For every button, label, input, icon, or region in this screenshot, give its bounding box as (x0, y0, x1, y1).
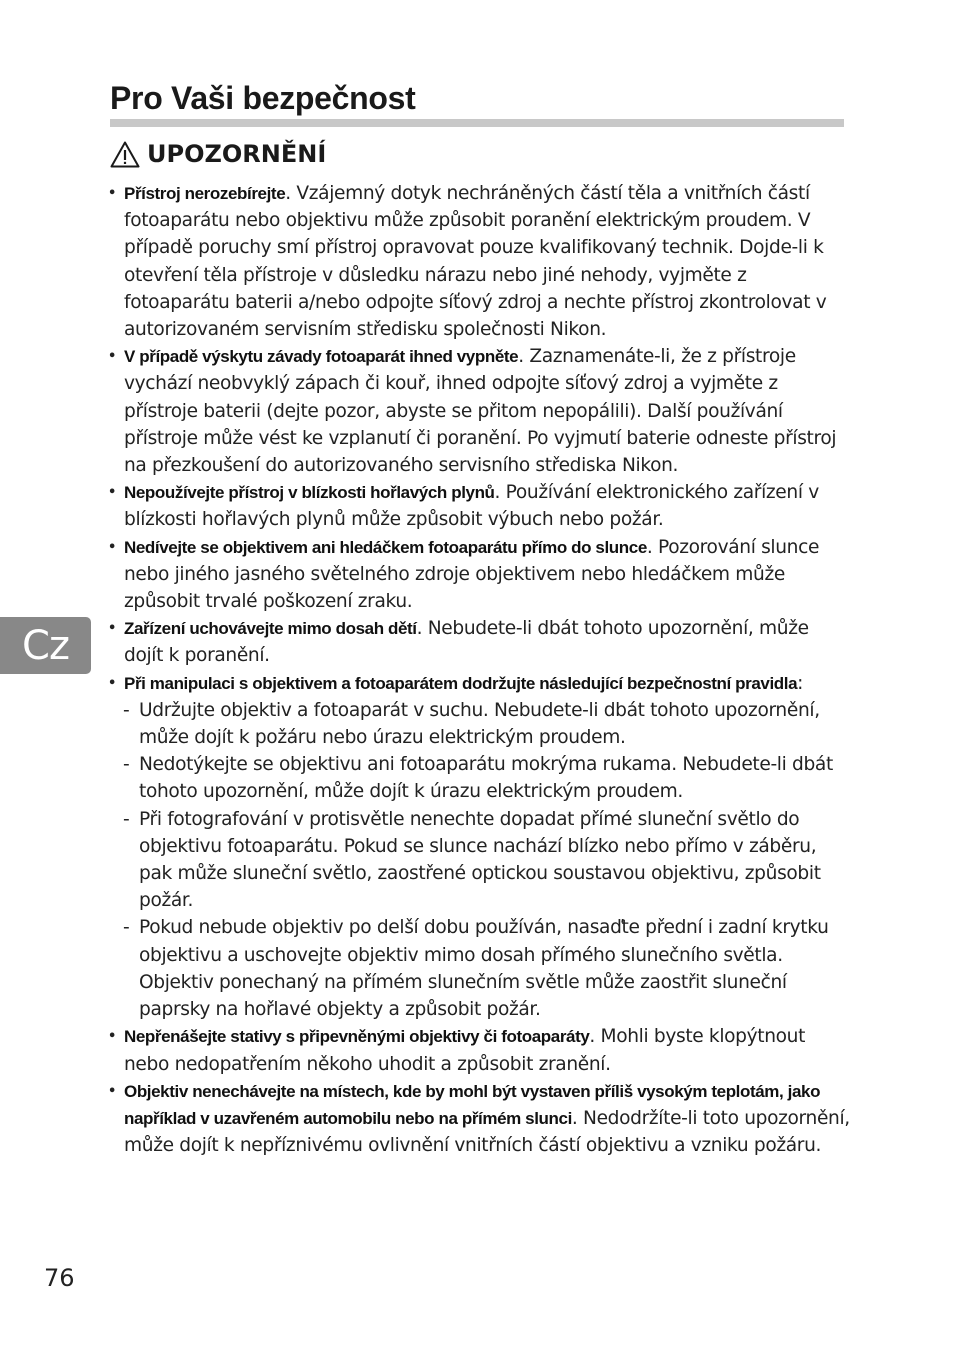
dash: - (123, 808, 130, 830)
sub-item-text: Při fotografování v protisvětle nenechte dopadat přímé sluneční světlo do objektivu fotoaparátu. Pokud se slunce nachází blízko nebo přímo v záběru, pak může sluneční světlo, zaostřené optickou soustavou objektivu, způsobit požár. (139, 808, 821, 912)
bullet: • (108, 349, 116, 365)
sub-list-item (110, 751, 850, 805)
dash: - (123, 754, 130, 776)
bullet: • (108, 675, 116, 691)
list-item (110, 670, 850, 697)
item-bold: Objektiv nenechávejte na místech, kde by mohl být vystaven příliš vysokým teplotám, jako například v uzavřeném automobilu nebo na přímém slunci (124, 1081, 821, 1128)
sub-item-text: Pokud nebude objektiv po delší dobu používán, nasaďte přední i zadní krytku objektivu a uschovejte objektiv mimo dosah přímého slunečního světla. Objektiv ponechaný na přímém slunečním světle může zaostřit sluneční paprsky na hořlavé objekty a způsobit požár. (139, 917, 829, 1021)
item-text: : (797, 672, 804, 694)
bullet: • (108, 539, 116, 555)
language-tab: Cz (0, 617, 91, 674)
item-bold: Nedívejte se objektivem ani hledáčkem fotoaparátu přímo do slunce (124, 537, 647, 557)
warning-label: UPOZORNĚNÍ (147, 140, 327, 168)
page-title: Pro Vaši bezpečnost (110, 80, 844, 127)
item-text: . Zaznamenáte-li, že z přístroje vychází neobvyklý zápach či kouř, ihned odpojte síťový zdroj a vyjměte z přístroje baterii (dejte pozor, abyste se přitom nepopálili). Další používání přístroje může vést ke vzplanutí či poranění. Po vyjmutí baterie odneste přístroj na přezkoušení do autorizovaného servisního střediska Nikon. (124, 346, 837, 477)
sub-item-text: Nedotýkejte se objektivu ani fotoaparátu mokrýma rukama. Nebudete-li dbát tohoto upozornění, může dojít k úrazu elektrickým proudem. (139, 754, 833, 803)
sub-list-item (110, 914, 850, 1023)
item-bold: Nepoužívejte přístroj v blízkosti hořlavých plynů (124, 483, 495, 503)
bullet: • (108, 485, 116, 501)
list-item (110, 180, 850, 343)
dash: - (123, 917, 130, 939)
bullet: • (108, 186, 116, 201)
item-bold: Přístroj nerozebírejte (124, 184, 286, 203)
list-item (110, 615, 850, 669)
sub-list-item (110, 806, 850, 915)
item-text: . Mohli byste klopýtnout nebo nedopatřením někoho uhodit a způsobit zranění. (124, 1026, 806, 1075)
safety-list (110, 180, 850, 1159)
page-number: 76 (44, 1264, 75, 1292)
item-bold: V případě výskytu závady fotoaparát ihned vypněte (124, 347, 519, 367)
item-bold: Nepřenášejte stativy s připevněnými objektivy či fotoaparáty (124, 1027, 590, 1047)
sub-list-item (110, 697, 850, 751)
dash: - (123, 699, 130, 721)
warning-heading (110, 140, 326, 168)
list-item (110, 343, 850, 479)
warning-triangle-icon (110, 141, 140, 168)
list-item (110, 1023, 850, 1077)
item-text: . Vzájemný dotyk nechráněných částí těla a vnitřních částí fotoaparátu nebo objektivu může způsobit poranění elektrickým proudem. V případě poruchy smí přístroj opravovat pouze kvalifikovaný technik. Dojde-li k otevření těla přístroje v důsledku nárazu nebo jiné nehody, vyjměte z fotoaparátu baterii a/nebo odpojte síťový zdroj a nechte přístroj zkontrolovat v autorizovaném servisním středisku společnosti Nikon. (124, 183, 827, 341)
bullet: • (108, 1029, 116, 1045)
item-bold: Při manipulaci s objektivem a fotoaparátem dodržujte následující bezpečnostní pravidla (124, 673, 798, 693)
list-item (110, 534, 850, 616)
item-text: . Používání elektronického zařízení v blízkosti hořlavých plynů může způsobit výbuch nebo požár. (124, 482, 819, 531)
item-text: . Nedodržíte-li toto upozornění, může dojít k nepříznivému ovlivnění vnitřních částí objektivu a vzniku požáru. (124, 1107, 850, 1157)
list-item (110, 479, 850, 533)
bullet: • (108, 1083, 116, 1099)
bullet: • (108, 621, 116, 637)
item-bold: Zařízení uchovávejte mimo dosah dětí (124, 619, 417, 639)
list-item (110, 1078, 850, 1160)
sub-item-text: Udržujte objektiv a fotoaparát v suchu. Nebudete-li dbát tohoto upozornění, může dojít k požáru nebo úrazu elektrickým proudem. (139, 699, 820, 749)
item-text: . Pozorování slunce nebo jiného jasného světelného zdroje objektivem nebo hledáčkem může způsobit trvalé poškození zraku. (124, 536, 820, 613)
item-text: . Nebudete-li dbát tohoto upozornění, může dojít k poranění. (124, 618, 809, 667)
